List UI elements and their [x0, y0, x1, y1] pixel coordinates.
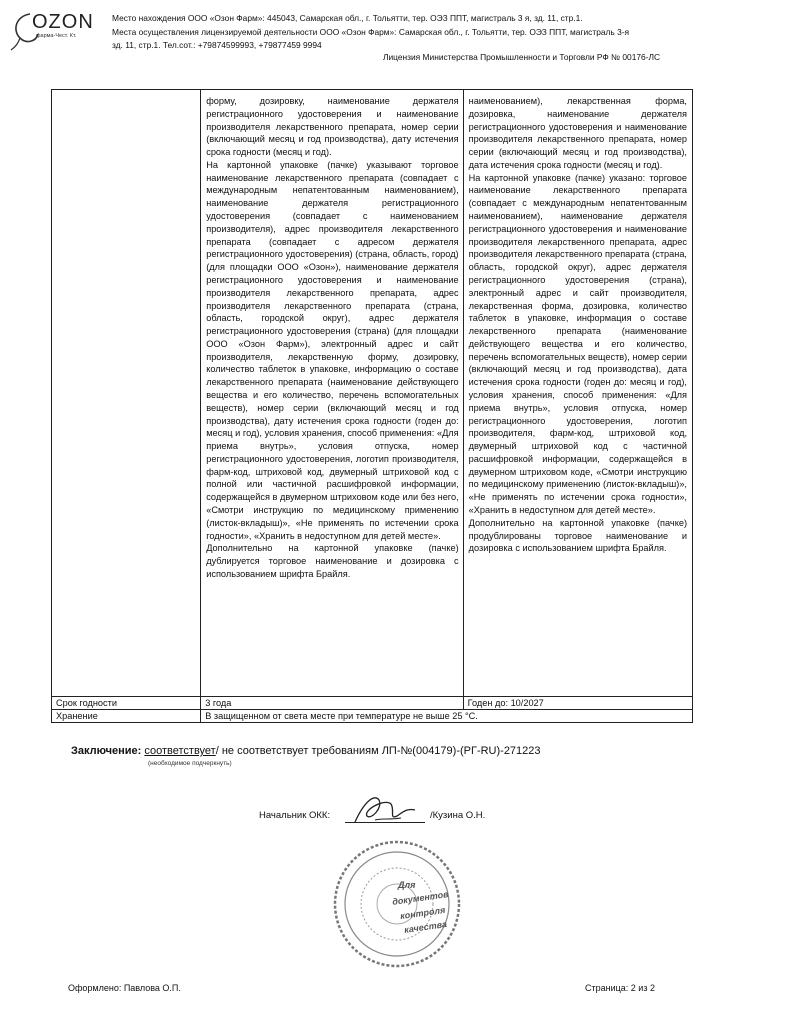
conclusion — [71, 745, 541, 757]
stamp-text: качества — [403, 919, 448, 935]
table-cell-actual — [463, 90, 692, 697]
spec-paragraph: На картонной упаковке (пачке) указывают торговое наименование лекарственного препарата (совпадает с международным непатентованным наименованием), наименование держателя регистрационного удостоверения (совпадает с наименованием производителя), адрес производителя лекарственного препарата (совпадает с адресом держателя регистрационного удостоверения) (страна, область, город) (для площадки ООО «Озон»), наименование держателя регистрационного удостоверения и наименование производителя лекарственного препарата, адрес производителя лекарственного препарата (страна, область, городской округ), адрес держателя регистрационного удостоверения (страна) (для площадки ООО «Озон Фарм»), электронный адрес и сайт производителя, лекарственную форму, дозировку, количество таблеток в упаковке, информацию о составе лекарственного препарата (наименование действующего вещества и его количество, перечень вспомогательных веществ), номер серии (включающий месяц и год производства), дату истечения срока годности (годен до: месяц и год), условия хранения, способ применения: «Для приема внутрь», условия отпуска, номер регистрационного удостоверения, логотип производителя, фарм-код, штриховой код, двумерный штриховой код с полной или частичной расшифровкой информации, содержащейся в двумерном штриховом коде или без него, «Смотри инструкцию по медицинскому применению (листок-вкладыш)», «Не применять по истечении срока годности», «Хранить в недоступном для детей месте». — [206, 159, 459, 541]
footer-page-number: Страница: 2 из 2 — [585, 983, 655, 993]
table-row — [52, 90, 693, 697]
actual-paragraph: На картонной упаковке (пачке) указано: торговое наименование лекарственного препарата (совпадает с международным непатентованным наименованием), наименование держателя регистрационного удостоверения и наименование производителя лекарственного препарата, адрес производителя лекарственного препарата (страна, область, городской округ), адрес держателя регистрационного удостоверения (страна), электронный адрес и сайт производителя, лекарственная форма, дозировка, количество таблеток в упаковке, информация о составе лекарственного препарата (наименование действующего вещества и его количество, перечень вспомогательных веществ), номер серии (включающий месяц и год производства), дата истечения срока годности (годен до: месяц и год), условия хранения, способ применения: «Для приема внутрь», условия отпуска, номер регистрационного удостоверения, логотип производителя, фарм-код, штриховой код, двумерный штриховой код с частичной расшифровкой информации, содержащейся в двумерном штриховом коде, «Смотри инструкцию по медицинскому применению (листок-вкладыш)», «Не применять по истечении срока годности», «Хранить в недоступном для детей месте». — [468, 172, 687, 515]
row-spec: 3 года — [201, 697, 463, 710]
actual-paragraph: Дополнительно на картонной упаковке (пачке) продублированы торговое наименование и дозировка с использованием шрифта Брайля. — [468, 517, 687, 554]
table-row-storage — [52, 710, 693, 723]
conclusion-conforms: соответствует — [144, 745, 216, 757]
signature-icon — [345, 790, 430, 830]
letterhead — [0, 0, 791, 70]
row-label: Срок годности — [52, 697, 201, 710]
table-cell-empty — [52, 90, 201, 697]
row-spec: В защищенном от света месте при температуре не выше 25 °С. — [201, 710, 693, 723]
header-address-3: зд. 11, стр.1. Тел.сот.: +79874599993, +79877459 9994 — [112, 40, 322, 50]
conclusion-rest: / не соответствует требованиям ЛП-№(004179)-(РГ-RU)-271223 — [215, 745, 541, 757]
logo-wordmark: OZON — [32, 11, 94, 33]
conclusion-label: Заключение: — [71, 745, 142, 757]
header-address-1: Место нахождения ООО «Озон Фарм»: 445043, Самарская обл., г. Тольятти, тер. ОЭЗ ППТ, магистраль 3 я, зд. 11, стр.1. — [112, 13, 583, 23]
spec-table — [51, 89, 693, 723]
row-label: Хранение — [52, 710, 201, 723]
footer-prepared-by: Оформлено: Павлова О.П. — [68, 983, 181, 993]
row-actual: Годен до: 10/2027 — [463, 697, 692, 710]
signoff-title: Начальник ОКК: — [259, 810, 331, 821]
table-row-shelf-life — [52, 697, 693, 710]
spec-paragraph: форму, дозировку, наименование держателя регистрационного удостоверения и наименование производителя лекарственного препарата, номер серии (включающий месяц и год производства), дату истечения срока годности (месяц и год). — [206, 96, 459, 158]
logo-subtitle: фарма-Чест. Кт. — [36, 33, 77, 39]
table-cell-spec — [201, 90, 463, 697]
signoff-name: /Кузина О.Н. — [430, 810, 486, 821]
spec-paragraph: Дополнительно на картонной упаковке (пачке) дублируется торговое наименование и дозировка с использованием шрифта Брайля. — [206, 543, 459, 579]
stamp-text: документов — [391, 889, 450, 907]
license-line: Лицензия Министерства Промышленности и Торговли РФ № 00176-ЛС — [383, 52, 660, 62]
stamp-text: Для — [398, 880, 416, 890]
conclusion-note: (необходимое подчеркнуть) — [148, 760, 232, 767]
actual-paragraph: наименованием), лекарственная форма, дозировка, наименование держателя регистрационного удостоверения и наименование производителя лекарственного препарата, номер серии (включающий месяц и год производства), дата истечения срока годности (месяц и год). — [468, 96, 687, 170]
header-address-2: Места осуществления лицензируемой деятельности ООО «Озон Фарм»: Самарская обл., г. Тольятти, тер. ОЭЗ ППТ, магистраль 3-я — [112, 27, 630, 37]
stamp-text: контроля — [399, 904, 446, 922]
